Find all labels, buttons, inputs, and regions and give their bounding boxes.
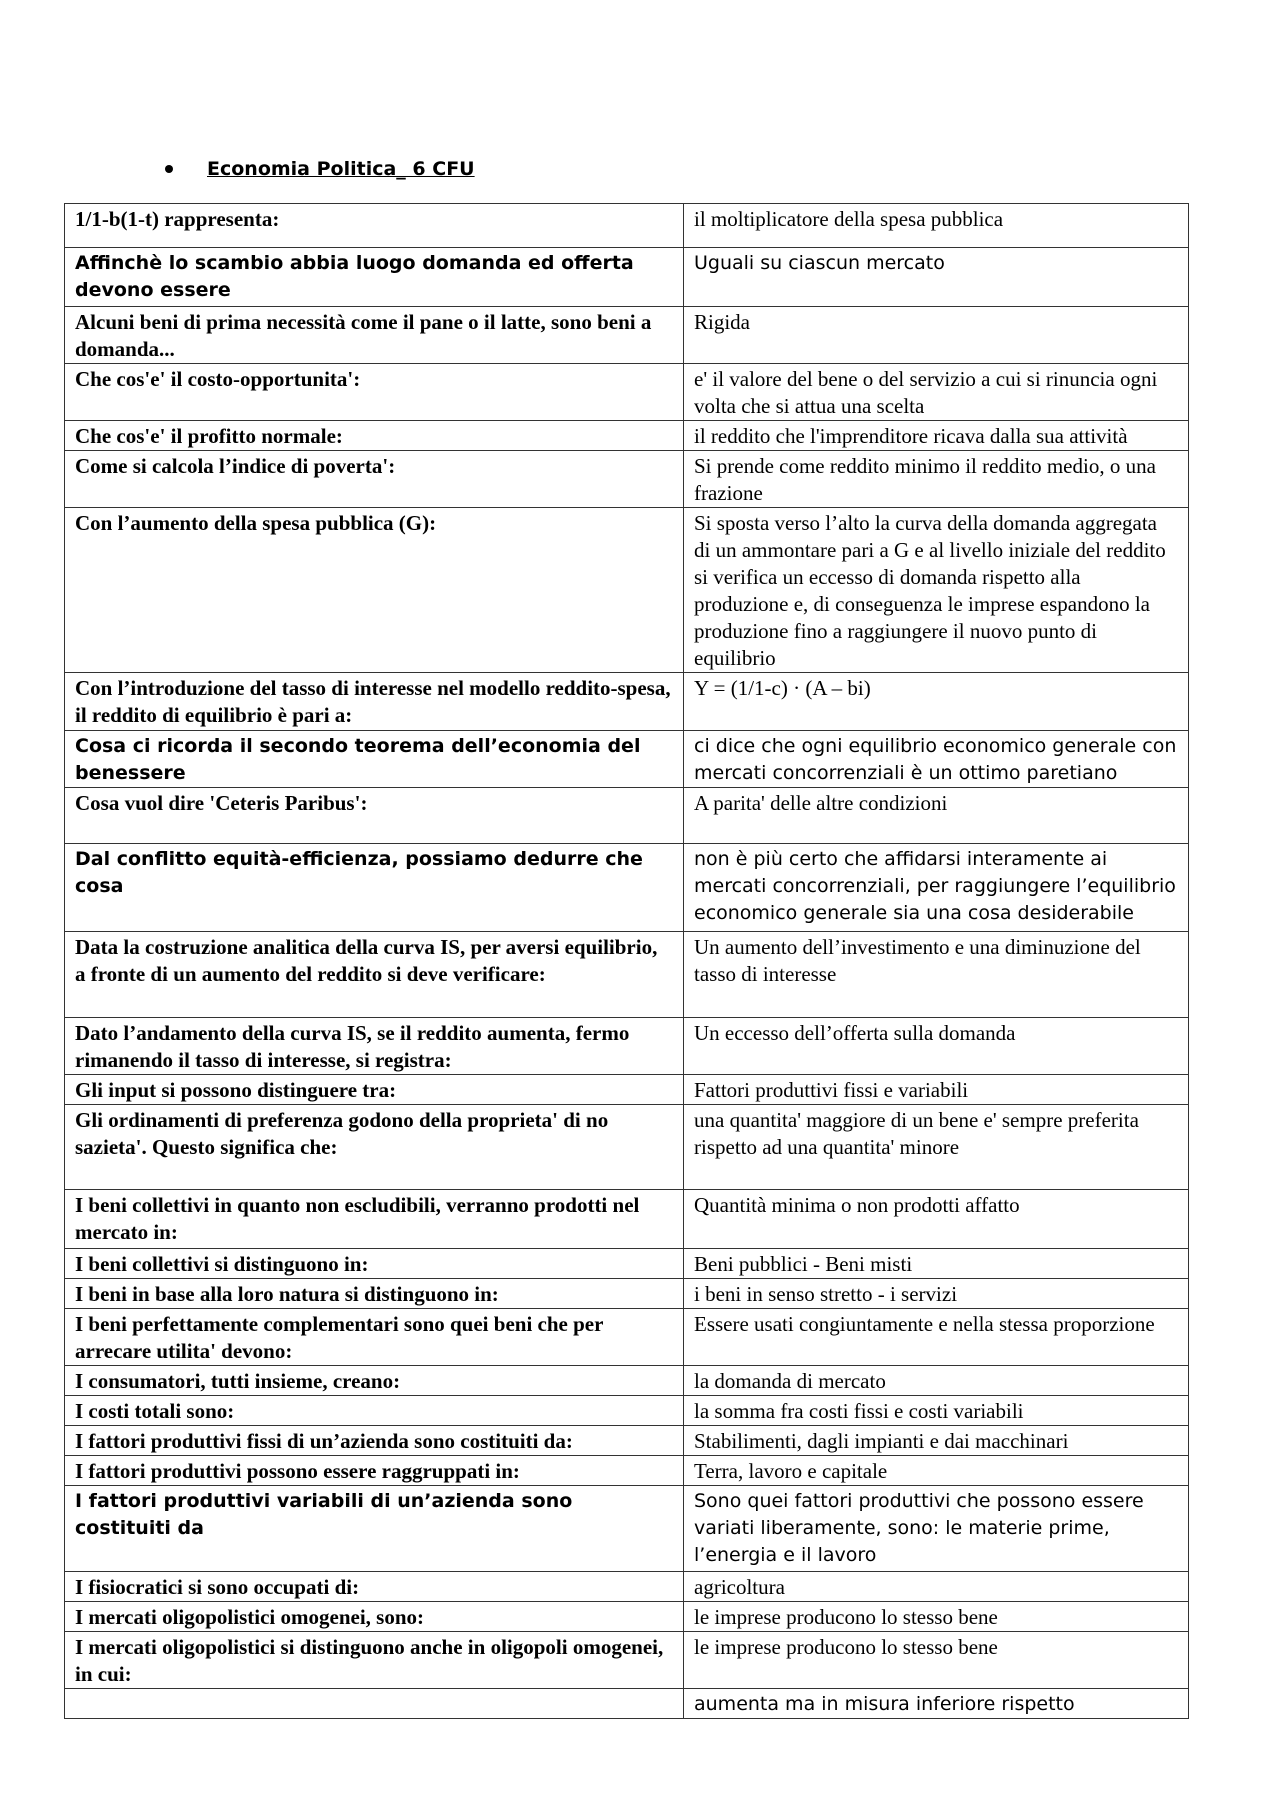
- question-cell: I mercati oligopolistici omogenei, sono:: [65, 1602, 684, 1632]
- table-row: [65, 1396, 1189, 1426]
- question-cell: Con l’introduzione del tasso di interesse nel modello reddito-spesa, il reddito di equilibrio è pari a:: [65, 673, 684, 731]
- question-cell: I beni collettivi si distinguono in:: [65, 1249, 684, 1279]
- question-cell: Cosa ci ricorda il secondo teorema dell’economia del benessere: [65, 731, 684, 788]
- question-cell: Con l’aumento della spesa pubblica (G):: [65, 508, 684, 673]
- question-cell: Dal conflitto equità-efficienza, possiamo dedurre che cosa: [65, 844, 684, 932]
- table-row: [65, 1689, 1189, 1719]
- question-cell: Cosa vuol dire 'Ceteris Paribus':: [65, 788, 684, 844]
- table-row: [65, 1105, 1189, 1190]
- table-row: [65, 451, 1189, 508]
- answer-cell: Terra, lavoro e capitale: [684, 1456, 1189, 1486]
- answer-cell: aumenta ma in misura inferiore rispetto: [684, 1689, 1189, 1719]
- table-row: [65, 1279, 1189, 1309]
- answer-cell: i beni in senso stretto - i servizi: [684, 1279, 1189, 1309]
- table-row: [65, 364, 1189, 421]
- answer-cell: Y = (1/1-c) · (A – bi): [684, 673, 1189, 731]
- table-row: [65, 1075, 1189, 1105]
- answer-cell: le imprese producono lo stesso bene: [684, 1602, 1189, 1632]
- question-cell: Data la costruzione analitica della curva IS, per aversi equilibrio, a fronte di un aumento del reddito si deve verificare:: [65, 932, 684, 1018]
- answer-cell: Uguali su ciascun mercato: [684, 248, 1189, 307]
- table-row: [65, 1602, 1189, 1632]
- table-row: [65, 932, 1189, 1018]
- table-row: [65, 1249, 1189, 1279]
- question-cell: Come si calcola l’indice di poverta':: [65, 451, 684, 508]
- answer-cell: Fattori produttivi fissi e variabili: [684, 1075, 1189, 1105]
- answer-cell: le imprese producono lo stesso bene: [684, 1632, 1189, 1689]
- question-cell: Dato l’andamento della curva IS, se il reddito aumenta, fermo rimanendo il tasso di interesse, si registra:: [65, 1018, 684, 1075]
- table-row: [65, 307, 1189, 364]
- question-cell: I fisiocratici si sono occupati di:: [65, 1572, 684, 1602]
- answer-cell: Quantità minima o non prodotti affatto: [684, 1190, 1189, 1249]
- question-cell: I beni in base alla loro natura si distinguono in:: [65, 1279, 684, 1309]
- table-row: [65, 1190, 1189, 1249]
- table-row: [65, 1486, 1189, 1572]
- answer-cell: ci dice che ogni equilibrio economico generale con mercati concorrenziali è un ottimo paretiano: [684, 731, 1189, 788]
- question-cell: I fattori produttivi possono essere raggruppati in:: [65, 1456, 684, 1486]
- table-row: [65, 788, 1189, 844]
- question-cell: I mercati oligopolistici si distinguono anche in oligopoli omogenei, in cui:: [65, 1632, 684, 1689]
- answer-cell: e' il valore del bene o del servizio a cui si rinuncia ogni volta che si attua una scelta: [684, 364, 1189, 421]
- qa-table: [64, 203, 1189, 1719]
- question-cell: I fattori produttivi fissi di un’azienda sono costituiti da:: [65, 1426, 684, 1456]
- bullet-icon: [165, 165, 173, 173]
- answer-cell: Si prende come reddito minimo il reddito medio, o una frazione: [684, 451, 1189, 508]
- answer-cell: Essere usati congiuntamente e nella stessa proporzione: [684, 1309, 1189, 1366]
- answer-cell: A parita' delle altre condizioni: [684, 788, 1189, 844]
- answer-cell: Rigida: [684, 307, 1189, 364]
- answer-cell: Un eccesso dell’offerta sulla domanda: [684, 1018, 1189, 1075]
- question-cell: I consumatori, tutti insieme, creano:: [65, 1366, 684, 1396]
- answer-cell: Sono quei fattori produttivi che possono essere variati liberamente, sono: le materie prime, l’energia e il lavoro: [684, 1486, 1189, 1572]
- heading-title: Economia Politica_ 6 CFU: [207, 158, 475, 180]
- question-cell: Gli input si possono distinguere tra:: [65, 1075, 684, 1105]
- table-row: [65, 1632, 1189, 1689]
- table-row: [65, 508, 1189, 673]
- answer-cell: Si sposta verso l’alto la curva della domanda aggregata di un ammontare pari a G e al livello iniziale del reddito si verifica un eccesso di domanda rispetto alla produzione e, di conseguenza le imprese espandono la produzione fino a raggiungere il nuovo punto di equilibrio: [684, 508, 1189, 673]
- question-cell: I beni perfettamente complementari sono quei beni che per arrecare utilita' devono:: [65, 1309, 684, 1366]
- answer-cell: la somma fra costi fissi e costi variabili: [684, 1396, 1189, 1426]
- question-cell: 1/1-b(1-t) rappresenta:: [65, 204, 684, 248]
- table-row: [65, 1366, 1189, 1396]
- table-row: [65, 421, 1189, 451]
- answer-cell: agricoltura: [684, 1572, 1189, 1602]
- document-heading: [165, 158, 475, 180]
- question-cell: I fattori produttivi variabili di un’azienda sono costituiti da: [65, 1486, 684, 1572]
- answer-cell: il reddito che l'imprenditore ricava dalla sua attività: [684, 421, 1189, 451]
- table-row: [65, 1572, 1189, 1602]
- table-row: [65, 1456, 1189, 1486]
- table-row: [65, 204, 1189, 248]
- answer-cell: Un aumento dell’investimento e una diminuzione del tasso di interesse: [684, 932, 1189, 1018]
- table-row: [65, 1018, 1189, 1075]
- table-row: [65, 731, 1189, 788]
- answer-cell: una quantita' maggiore di un bene e' sempre preferita rispetto ad una quantita' minore: [684, 1105, 1189, 1190]
- question-cell: I costi totali sono:: [65, 1396, 684, 1426]
- answer-cell: il moltiplicatore della spesa pubblica: [684, 204, 1189, 248]
- answer-cell: Beni pubblici - Beni misti: [684, 1249, 1189, 1279]
- table-row: [65, 673, 1189, 731]
- question-cell: I beni collettivi in quanto non escludibili, verranno prodotti nel mercato in:: [65, 1190, 684, 1249]
- table-row: [65, 248, 1189, 307]
- question-cell: [65, 1689, 684, 1719]
- answer-cell: Stabilimenti, dagli impianti e dai macchinari: [684, 1426, 1189, 1456]
- question-cell: Che cos'e' il profitto normale:: [65, 421, 684, 451]
- table-row: [65, 1426, 1189, 1456]
- question-cell: Che cos'e' il costo-opportunita':: [65, 364, 684, 421]
- answer-cell: la domanda di mercato: [684, 1366, 1189, 1396]
- question-cell: Affinchè lo scambio abbia luogo domanda ed offerta devono essere: [65, 248, 684, 307]
- table-row: [65, 844, 1189, 932]
- answer-cell: non è più certo che affidarsi interamente ai mercati concorrenziali, per raggiungere l’equilibrio economico generale sia una cosa desiderabile: [684, 844, 1189, 932]
- table-row: [65, 1309, 1189, 1366]
- question-cell: Gli ordinamenti di preferenza godono della proprieta' di no sazieta'. Questo significa che:: [65, 1105, 684, 1190]
- question-cell: Alcuni beni di prima necessità come il pane o il latte, sono beni a domanda...: [65, 307, 684, 364]
